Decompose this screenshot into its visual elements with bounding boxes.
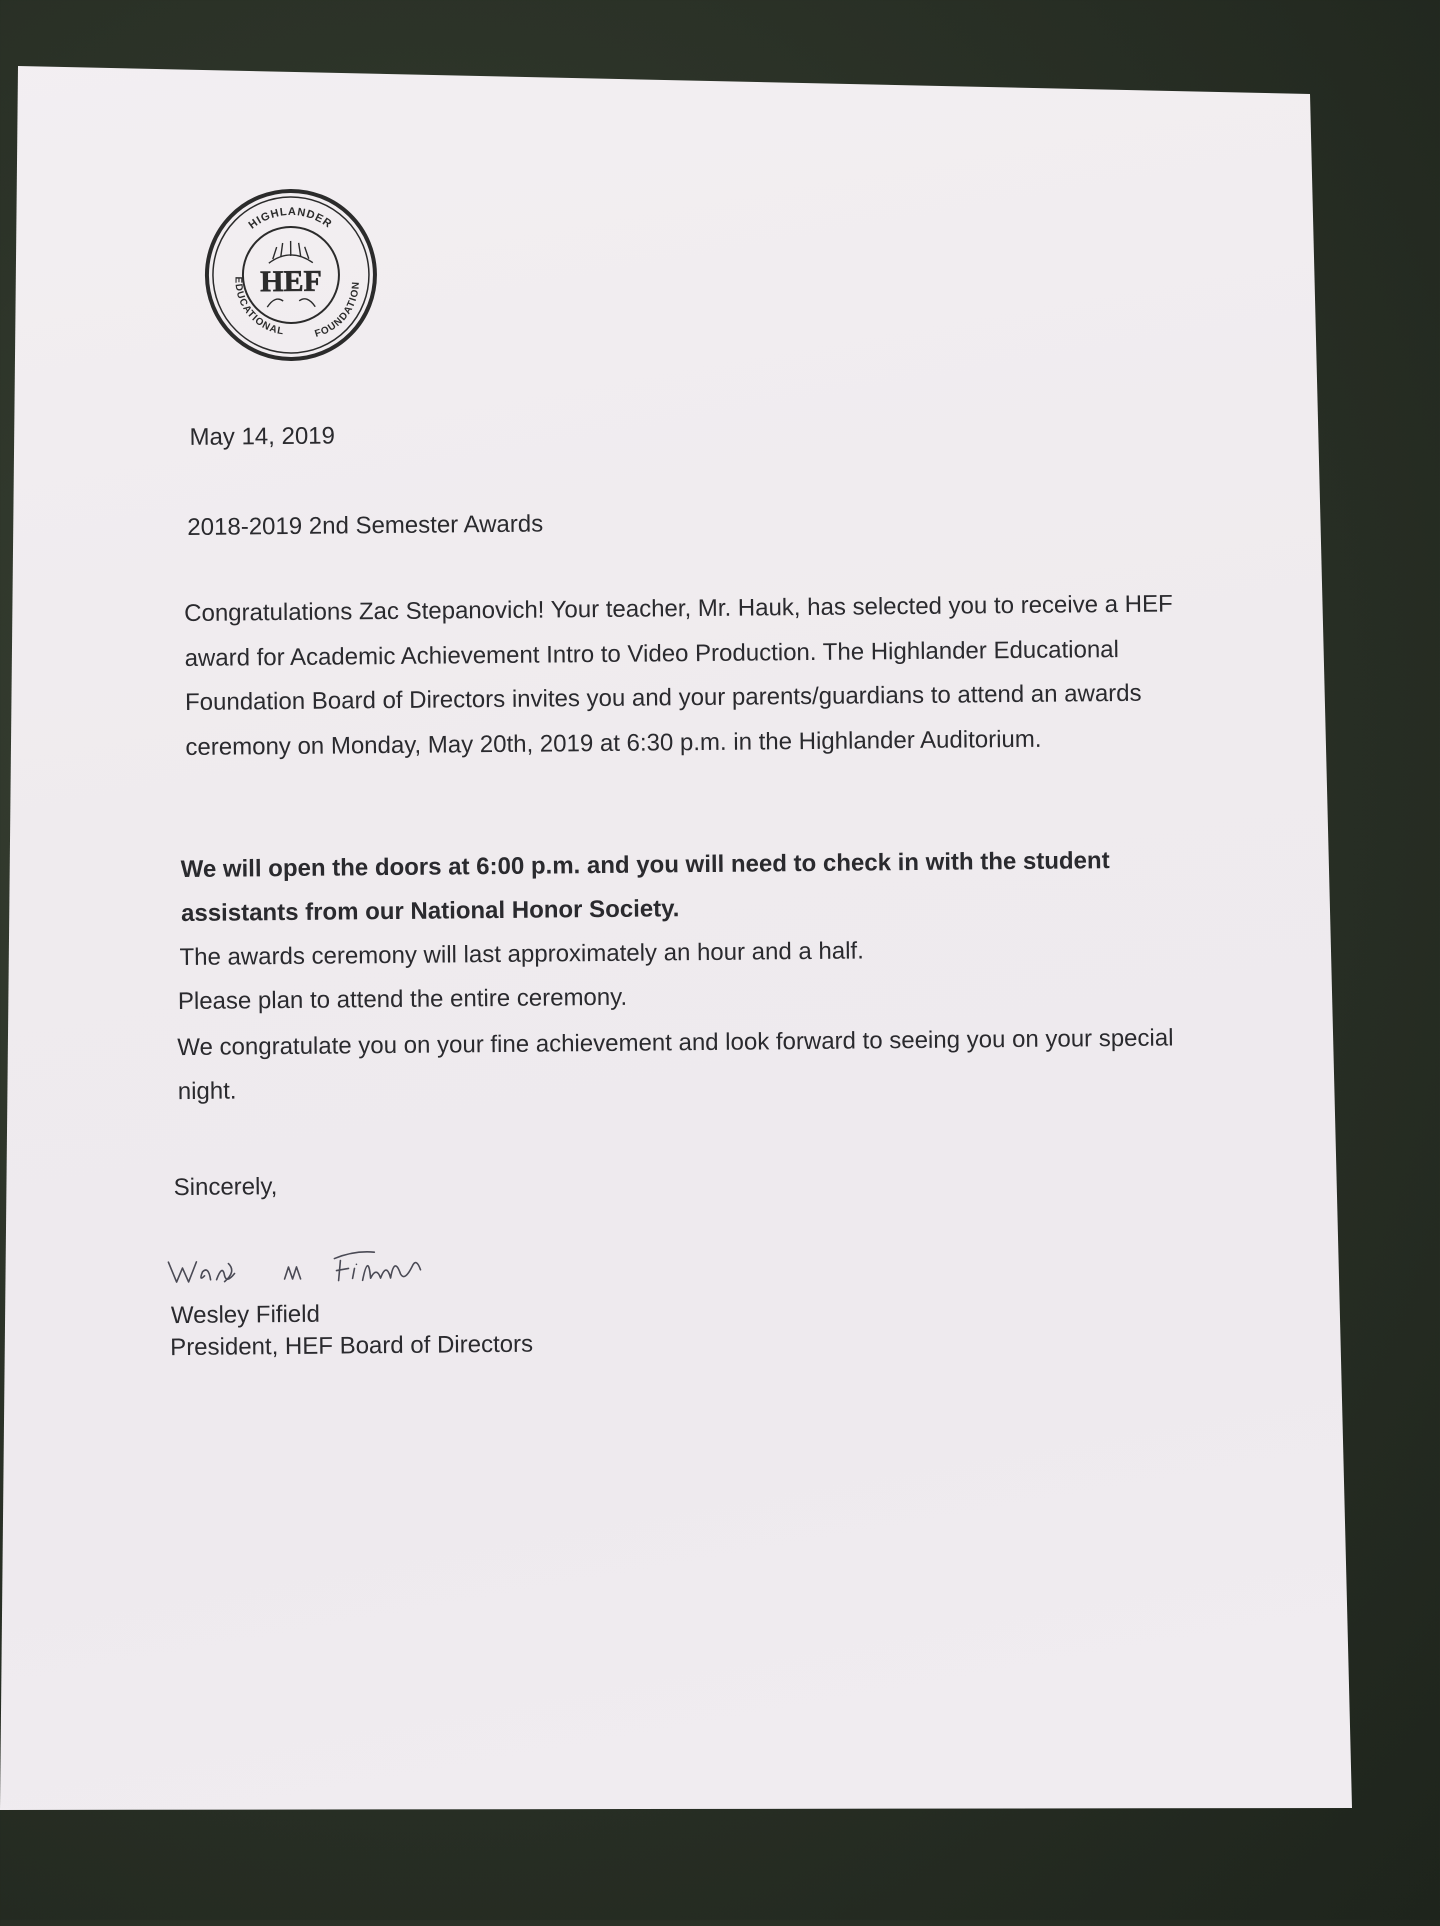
doors-notice: We will open the doors at 6:00 p.m. and you will need to check in with the student assistants from our National Honor Society. bbox=[180, 847, 1110, 928]
letter-subject: 2018-2019 2nd Semester Awards bbox=[187, 510, 544, 541]
svg-text:HEF: HEF bbox=[260, 264, 323, 299]
closing: Sincerely, bbox=[173, 1173, 278, 1202]
congrats-line: We congratulate you on your fine achievement and look forward to seeing you on your special night. bbox=[177, 1024, 1174, 1106]
svg-text:EDUCATIONAL: EDUCATIONAL bbox=[232, 276, 286, 338]
hef-seal-logo-icon bbox=[202, 186, 380, 364]
signer-title: President, HEF Board of Directors bbox=[170, 1330, 534, 1362]
letter-date: May 14, 2019 bbox=[189, 422, 336, 451]
signer-name: Wesley Fifield bbox=[170, 1300, 320, 1330]
svg-text:FOUNDATION: FOUNDATION bbox=[313, 280, 362, 340]
letter-body-paragraph: Congratulations Zac Stepanovich! Your teacher, Mr. Hauk, has selected you to receive a HEF award for Academic Achievement Intro to Video Production. The Highlander Educational Foundation Board of Directors invites you and your parents/guardians to attend an awards ceremony on Monday, May 20th, 2019 at 6:30 p.m. in the Highlander Auditorium. bbox=[184, 590, 1173, 761]
handwritten-signature-icon bbox=[164, 1221, 465, 1294]
svg-text:HIGHLANDER: HIGHLANDER bbox=[246, 205, 335, 232]
duration-line: The awards ceremony will last approximately an hour and a half. bbox=[179, 937, 864, 972]
attend-line: Please plan to attend the entire ceremony. bbox=[177, 983, 628, 1016]
